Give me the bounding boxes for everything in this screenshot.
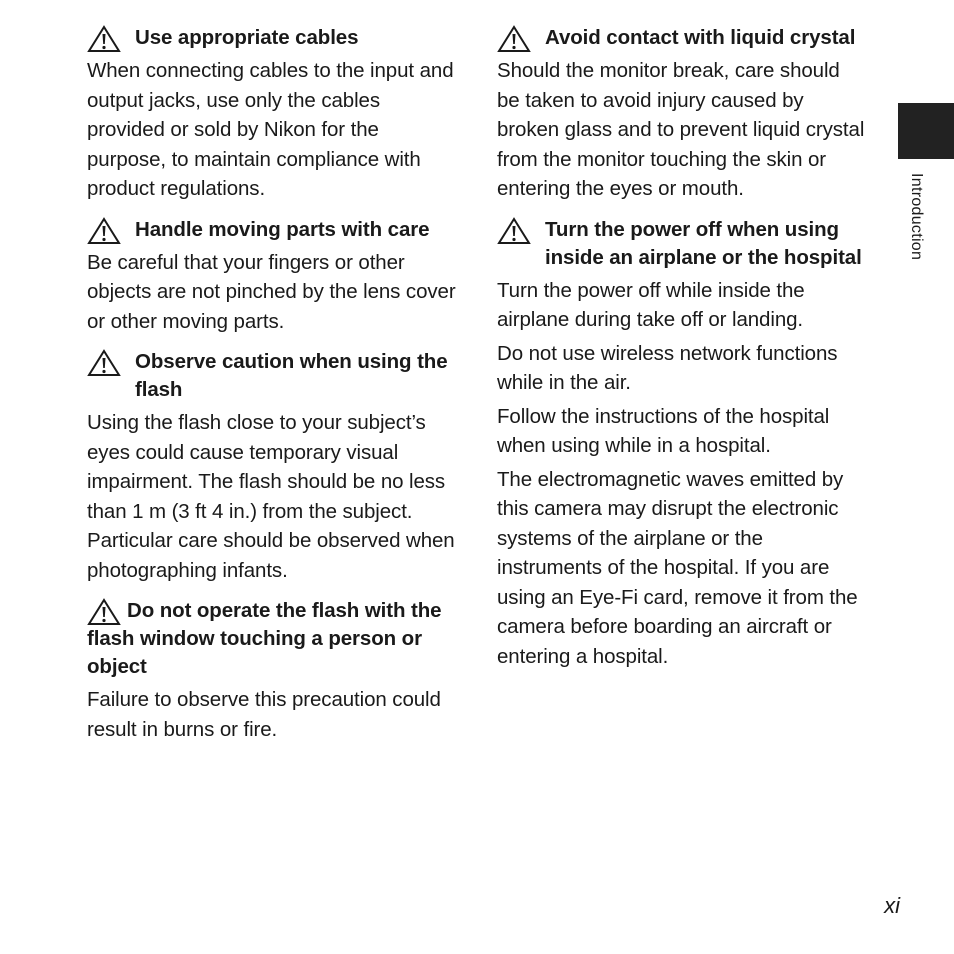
- section-heading: [87, 24, 459, 52]
- chapter-side-label: Introduction: [908, 173, 925, 261]
- warning-triangle-icon: [497, 25, 531, 53]
- page-number: xi: [884, 893, 900, 918]
- heading-text: Observe caution when using the flash: [135, 350, 448, 401]
- section-airplane-hospital: [497, 216, 867, 672]
- warning-triangle-icon: [497, 217, 531, 245]
- body-paragraph: Using the flash close to your subject’s eyes could cause temporary visual impairment. The flash should be no less than 1 m (3 ft 4 in.) from the subject. Particular care should be observed when photographing infants.: [87, 411, 455, 582]
- right-column: [497, 24, 867, 683]
- heading-text: Do not operate the flash with the flash window touching a person or object: [87, 599, 442, 678]
- heading-text: Avoid contact with liquid crystal: [545, 26, 856, 49]
- warning-triangle-icon: [87, 349, 121, 377]
- section-liquid-crystal: [497, 24, 867, 204]
- heading-text: Use appropriate cables: [135, 26, 359, 49]
- body-paragraph: The electromagnetic waves emitted by this camera may disrupt the electronic systems of the airplane or the instruments of the hospital. If you are using an Eye-Fi card, remove it from the camera before boarding an aircraft or entering a hospital.: [497, 467, 858, 668]
- left-column: [87, 24, 459, 756]
- section-heading: [497, 24, 867, 52]
- section-moving-parts: [87, 216, 459, 337]
- section-heading: [497, 216, 867, 272]
- body-paragraph: Turn the power off while inside the airplane during take off or landing.: [497, 278, 805, 331]
- warning-triangle-icon: [87, 217, 121, 245]
- warning-triangle-icon: [87, 25, 121, 53]
- chapter-tab-marker: [898, 103, 954, 159]
- section-heading: [87, 597, 459, 681]
- section-cables: [87, 24, 459, 204]
- heading-text: Handle moving parts with care: [135, 217, 430, 241]
- section-flash-touching: [87, 597, 459, 744]
- body-paragraph: Failure to observe this precaution could result in burns or fire.: [87, 688, 441, 741]
- body-paragraph: When connecting cables to the input and output jacks, use only the cables provided or sold by Nikon for the purpose, to maintain compliance with product regulations.: [87, 59, 454, 200]
- body-paragraph: Do not use wireless network functions while in the air.: [497, 341, 838, 394]
- section-heading: [87, 216, 459, 244]
- body-paragraph: Follow the instructions of the hospital when using while in a hospital.: [497, 404, 830, 457]
- section-flash-caution: [87, 348, 459, 585]
- section-heading: [87, 348, 459, 404]
- body-paragraph: Be careful that your fingers or other objects are not pinched by the lens cover or other moving parts.: [87, 250, 456, 333]
- warning-triangle-icon: [87, 598, 121, 626]
- body-paragraph: Should the monitor break, care should be taken to avoid injury caused by broken glass and to prevent liquid crystal from the monitor touching the skin or entering the eyes or mouth.: [497, 59, 865, 200]
- heading-text: Turn the power off when using inside an airplane or the hospital: [545, 217, 862, 269]
